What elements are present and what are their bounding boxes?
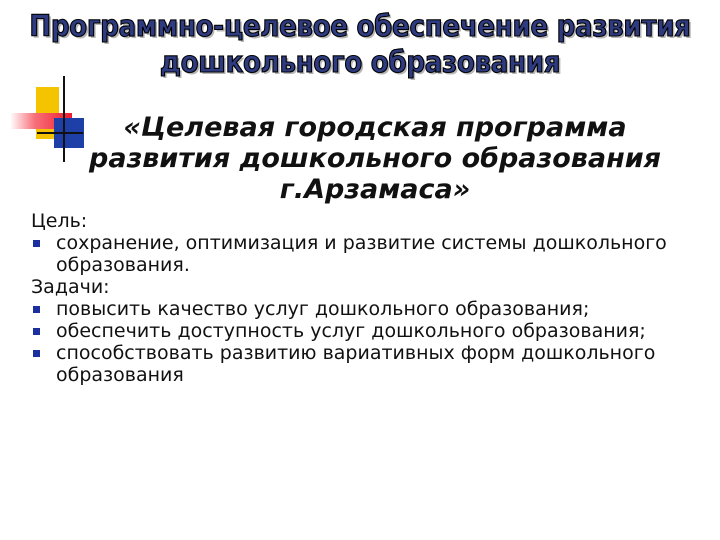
goal-label: Цель: xyxy=(31,210,88,232)
list-item xyxy=(31,320,691,342)
list-item xyxy=(31,298,691,320)
slide-body xyxy=(31,210,691,386)
list-item-text: способствовать развитию вариативных форм дошкольного образования xyxy=(56,342,656,386)
list-item xyxy=(31,232,691,276)
list-item-text: обеспечить доступность услуг дошкольного образования; xyxy=(56,320,646,342)
program-subtitle: «Целевая городская программа развития дошкольного образования г.Арзамаса» xyxy=(89,112,661,205)
square-bullet-icon xyxy=(33,240,40,247)
list-item xyxy=(31,342,691,386)
tasks-label: Задачи: xyxy=(31,276,110,298)
list-item-text: сохранение, оптимизация и развитие системы дошкольного образования. xyxy=(56,232,667,276)
slide-title: Программно-целевое обеспечение развития дошкольного образования xyxy=(29,9,691,79)
tasks-list xyxy=(31,298,691,386)
goal-list xyxy=(31,232,691,276)
square-bullet-icon xyxy=(33,306,40,313)
square-bullet-icon xyxy=(33,328,40,335)
list-item-text: повысить качество услуг дошкольного образования; xyxy=(56,298,590,320)
square-bullet-icon xyxy=(33,350,40,357)
